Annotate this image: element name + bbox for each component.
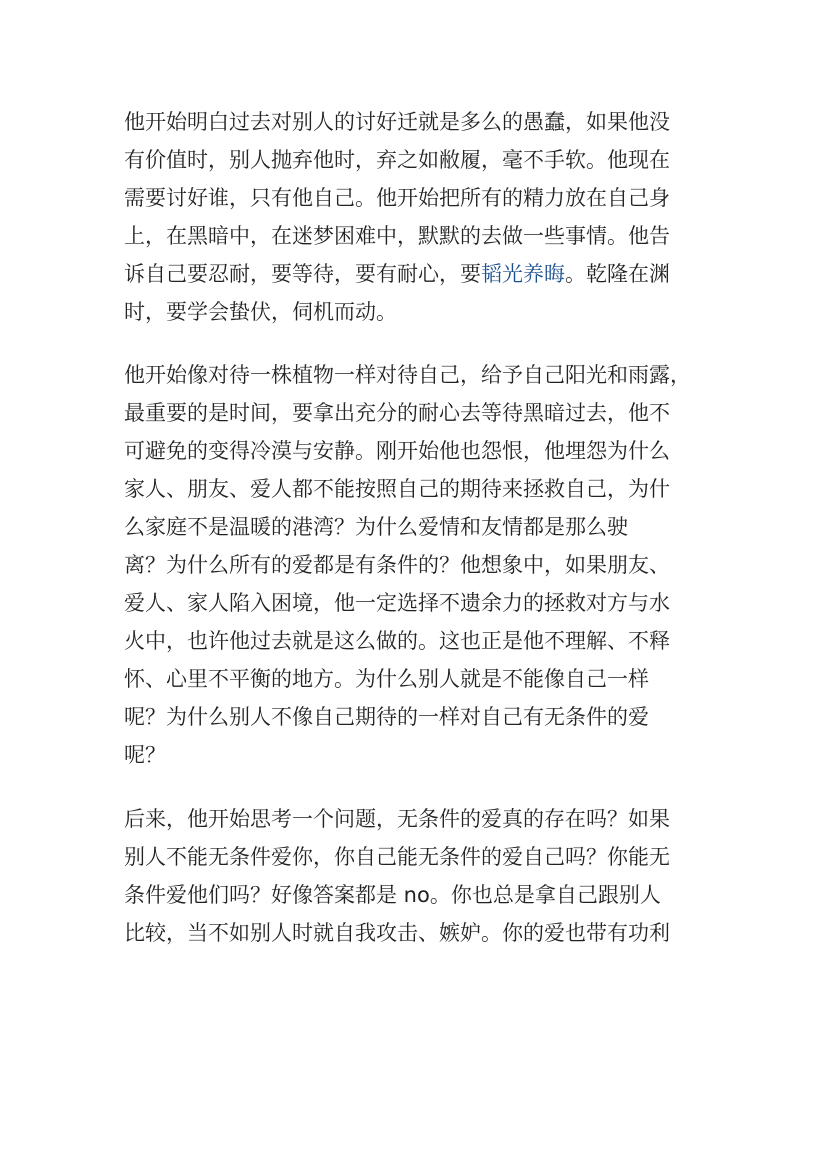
text-segment: 诉自己要忍耐，要等待，要有耐心，要: [124, 262, 481, 286]
text-line: 家人、朋友、爱人都不能按照自己的期待来拯救自己，为什: [124, 477, 670, 501]
document-page: [124, 103, 714, 952]
text-line: 后来，他开始思考一个问题，无条件的爱真的存在吗？如果: [124, 807, 670, 831]
text-line: 有价值时，别人抛弃他时，弃之如敝履，毫不手软。他现在: [124, 148, 670, 172]
paragraph-spacer: [124, 774, 714, 800]
text-line: 火中，也许他过去就是这么做的。这也正是他不理解、不释: [124, 629, 670, 653]
text-line: 需要讨好谁，只有他自己。他开始把所有的精力放在自己身: [124, 186, 670, 210]
text-line: 离？为什么所有的爱都是有条件的？他想象中，如果朋友、: [124, 553, 670, 577]
paragraph-1: [124, 103, 714, 331]
text-line: 时，要学会蛰伏，伺机而动。: [124, 300, 397, 324]
text-line: 最重要的是时间，要拿出充分的耐心去等待黑暗过去，他不: [124, 401, 670, 425]
text-line: 他开始像对待一株植物一样对待自己，给予自己阳光和雨露，: [124, 363, 691, 387]
text-line: 上，在黑暗中，在迷梦困难中，默默的去做一些事情。他告: [124, 224, 670, 248]
text-line: 爱人、家人陷入困境，他一定选择不遗余力的拯救对方与水: [124, 591, 670, 615]
text-line-with-link: [124, 255, 714, 293]
text-line: 可避免的变得冷漠与安静。刚开始他也怨恨，他埋怨为什么: [124, 439, 670, 463]
paragraph-2: [124, 356, 714, 774]
keyword-link[interactable]: 韬光养晦: [481, 262, 565, 286]
text-line: 么家庭不是温暖的港湾？为什么爱情和友情都是那么驶: [124, 515, 628, 539]
text-line: 呢？: [124, 743, 166, 767]
text-line: 怀、心里不平衡的地方。为什么别人就是不能像自己一样: [124, 667, 649, 691]
text-line: 呢？为什么别人不像自己期待的一样对自己有无条件的爱: [124, 705, 649, 729]
text-segment: 。乾隆在渊: [565, 262, 670, 286]
text-line: 条件爱他们吗？好像答案都是 no。你也总是拿自己跟别人: [124, 883, 661, 907]
text-line: 他开始明白过去对别人的讨好迁就是多么的愚蠢，如果他没: [124, 110, 670, 134]
text-line: 别人不能无条件爱你，你自己能无条件的爱自己吗？你能无: [124, 845, 670, 869]
paragraph-3: [124, 800, 714, 952]
text-line: 比较，当不如别人时就自我攻击、嫉妒。你的爱也带有功利: [124, 921, 670, 945]
paragraph-spacer: [124, 331, 714, 356]
